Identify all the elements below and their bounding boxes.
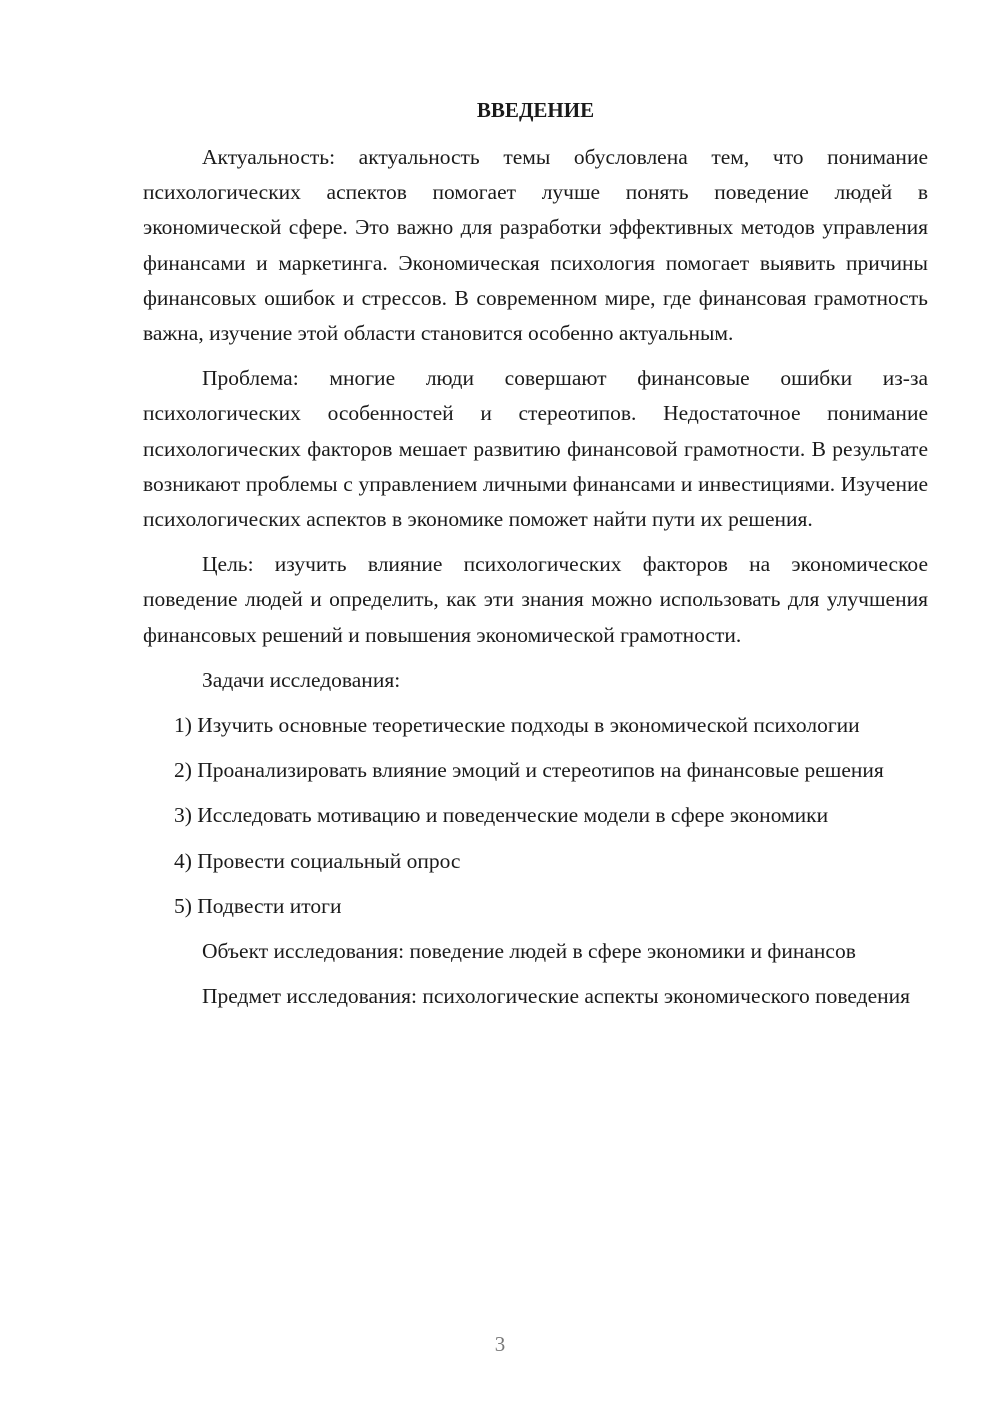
page-number: 3 <box>494 1332 506 1356</box>
task-item-5: 5) Подвести итоги <box>174 893 342 918</box>
paragraph-relevance: Актуальность: актуальность темы обусловлена тем, что понимание психологических аспектов помогает лучше понять поведение людей в экономической сфере. Это важно для разработки эффективных методов управления финансами и маркетинга. Экономическая психология помогает выявить причины финансовых ошибок и стрессов. В современном мире, где финансовая грамотность важна, изучение этой области становится особенно актуальным. <box>143 145 928 346</box>
paragraph-subject: Предмет исследования: психологические аспекты экономического поведения <box>202 984 911 1009</box>
task-item-3: 3) Исследовать мотивацию и поведенческие модели в сфере экономики <box>174 803 829 828</box>
task-item-4: 4) Провести социальный опрос <box>174 848 461 873</box>
document-page <box>143 90 928 1024</box>
paragraph-object: Объект исследования: поведение людей в сфере экономики и финансов <box>202 939 856 964</box>
task-item-1: 1) Изучить основные теоретические подходы в экономической психологии <box>174 713 860 738</box>
task-item-2: 2) Проанализировать влияние эмоций и стереотипов на финансовые решения <box>174 758 884 783</box>
paragraph-problem: Проблема: многие люди совершают финансовые ошибки из-за психологических особенностей и стереотипов. Недостаточное понимание психологических факторов мешает развитию финансовой грамотности. В результате возникают проблемы с управлением личными финансами и инвестициями. Изучение психологических аспектов в экономике поможет найти пути их решения. <box>143 366 928 532</box>
paragraph-goal: Цель: изучить влияние психологических факторов на экономическое поведение людей и определить, как эти знания можно использовать для улучшения финансовых решений и повышения экономической грамотности. <box>143 552 928 647</box>
page-title: ВВЕДЕНИЕ <box>476 98 595 122</box>
paragraph-tasks-heading: Задачи исследования: <box>202 667 401 692</box>
